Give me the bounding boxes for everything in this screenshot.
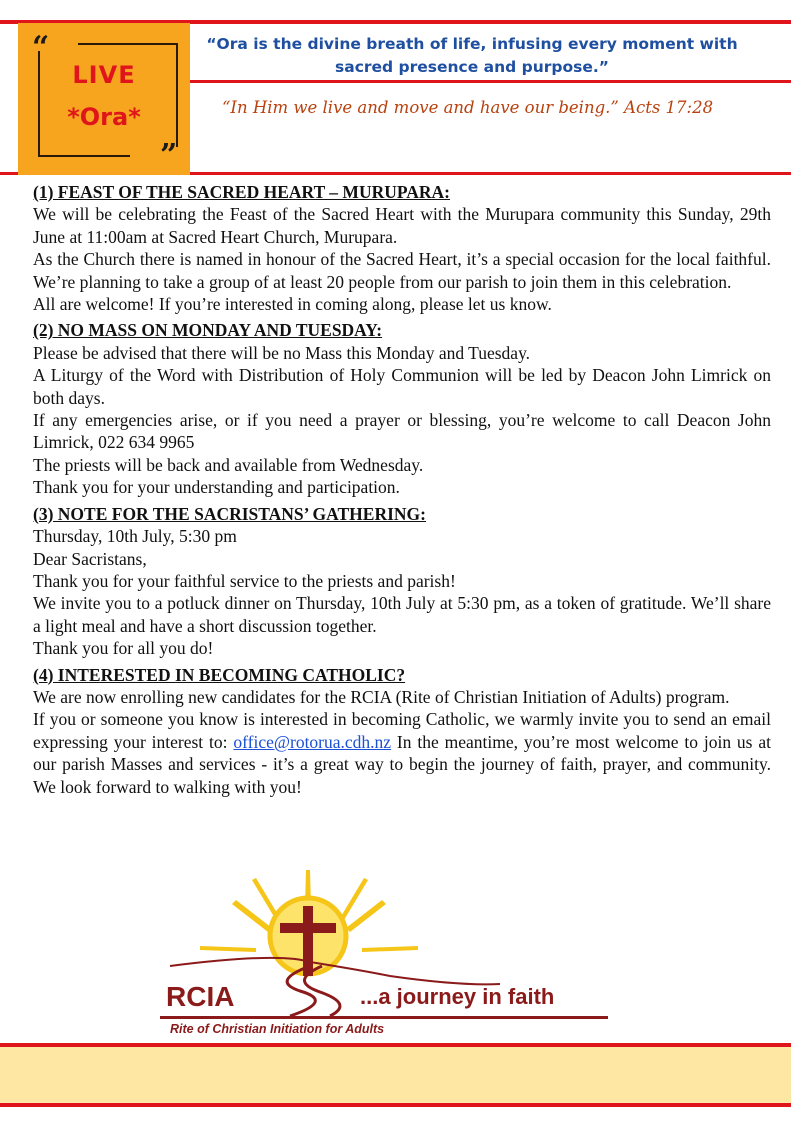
- section-paragraph: A Liturgy of the Word with Distribution of Holy Communion will be led by Deacon John Limrick on both days.: [33, 365, 771, 408]
- section-sacred-heart: [33, 181, 771, 315]
- section-paragraph: Thank you for all you do!: [33, 638, 214, 659]
- section-paragraph: All are welcome! If you’re interested in coming along, please let us know.: [33, 294, 552, 315]
- section-heading: (3) NOTE FOR THE SACRISTANS’ GATHERING:: [33, 503, 426, 524]
- section-paragraph: If any emergencies arise, or if you need a prayer or blessing, you’re welcome to call Deacon John Limrick, 022 634 9965: [33, 410, 771, 453]
- section-rcia: [33, 664, 771, 798]
- rcia-underline: [160, 1016, 608, 1019]
- newsletter-body: [33, 181, 771, 802]
- logo-ora-text: *Ora*: [67, 103, 141, 131]
- rcia-acronym: RCIA: [166, 981, 235, 1012]
- rcia-full-name: Rite of Christian Initiation for Adults: [170, 1022, 385, 1036]
- section-paragraph: Thursday, 10th July, 5:30 pm: [33, 526, 237, 547]
- section-paragraph: We invite you to a potluck dinner on Thursday, 10th July at 5:30 pm, as a token of gratitude. We’ll share a light meal and have a short discussion together.: [33, 593, 771, 636]
- section-paragraph: We are now enrolling new candidates for the RCIA (Rite of Christian Initiation of Adults) program.: [33, 686, 730, 707]
- email-lead-text: If you or someone you know is interested in becoming Catholic, we warmly invite you to send an email expressing your interest to:: [33, 709, 771, 752]
- email-trail-text: In the meantime, you’re most welcome to join us at our parish Masses and services - it’s a great way to begin the journey of faith, prayer, and community. We look forward to walking with you!: [33, 731, 771, 797]
- section-paragraph: As the Church there is named in honour of the Sacred Heart, it’s a special occasion for the local faithful. We’re planning to take a group of at least 20 people from our parish to join them in this celebration.: [33, 249, 771, 292]
- open-quote-mark: “: [32, 30, 50, 65]
- section-heading: (4) INTERESTED IN BECOMING CATHOLIC?: [33, 664, 406, 685]
- rcia-logo: [160, 866, 620, 1041]
- footer-band: [0, 1047, 791, 1103]
- section-paragraph: Thank you for your understanding and participation.: [33, 477, 400, 498]
- footer-bottom-line: [0, 1103, 791, 1107]
- tagline: “Ora is the divine breath of life, infusing every moment with sacred presence and purpose.”: [206, 35, 738, 76]
- header-divider-line: [190, 80, 791, 83]
- live-ora-logo: [18, 23, 190, 175]
- section-paragraph: Dear Sacristans,: [33, 548, 147, 569]
- close-quote-mark: ”: [160, 138, 178, 173]
- section-paragraph: The priests will be back and available from Wednesday.: [33, 454, 424, 475]
- section-paragraph: Thank you for your faithful service to the priests and parish!: [33, 570, 456, 591]
- section-no-mass: [33, 319, 771, 498]
- section-sacristans: [33, 503, 771, 660]
- section-paragraph: Please be advised that there will be no Mass this Monday and Tuesday.: [33, 342, 531, 363]
- section-paragraph-email: [33, 708, 771, 798]
- scripture-quote: “In Him we live and move and have our being.” Acts 17:28: [222, 98, 714, 117]
- logo-live-text: LIVE: [72, 61, 136, 89]
- section-heading: (1) FEAST OF THE SACRED HEART – MURUPARA:: [33, 182, 450, 202]
- office-email-link[interactable]: office@rotorua.cdh.nz: [233, 731, 392, 752]
- rcia-slogan: ...a journey in faith: [360, 984, 555, 1009]
- section-heading: (2) NO MASS ON MONDAY AND TUESDAY:: [33, 320, 383, 341]
- section-paragraph: We will be celebrating the Feast of the Sacred Heart with the Murupara community this Sunday, 29th June at 11:00am at Sacred Heart Church, Murupara.: [33, 204, 771, 247]
